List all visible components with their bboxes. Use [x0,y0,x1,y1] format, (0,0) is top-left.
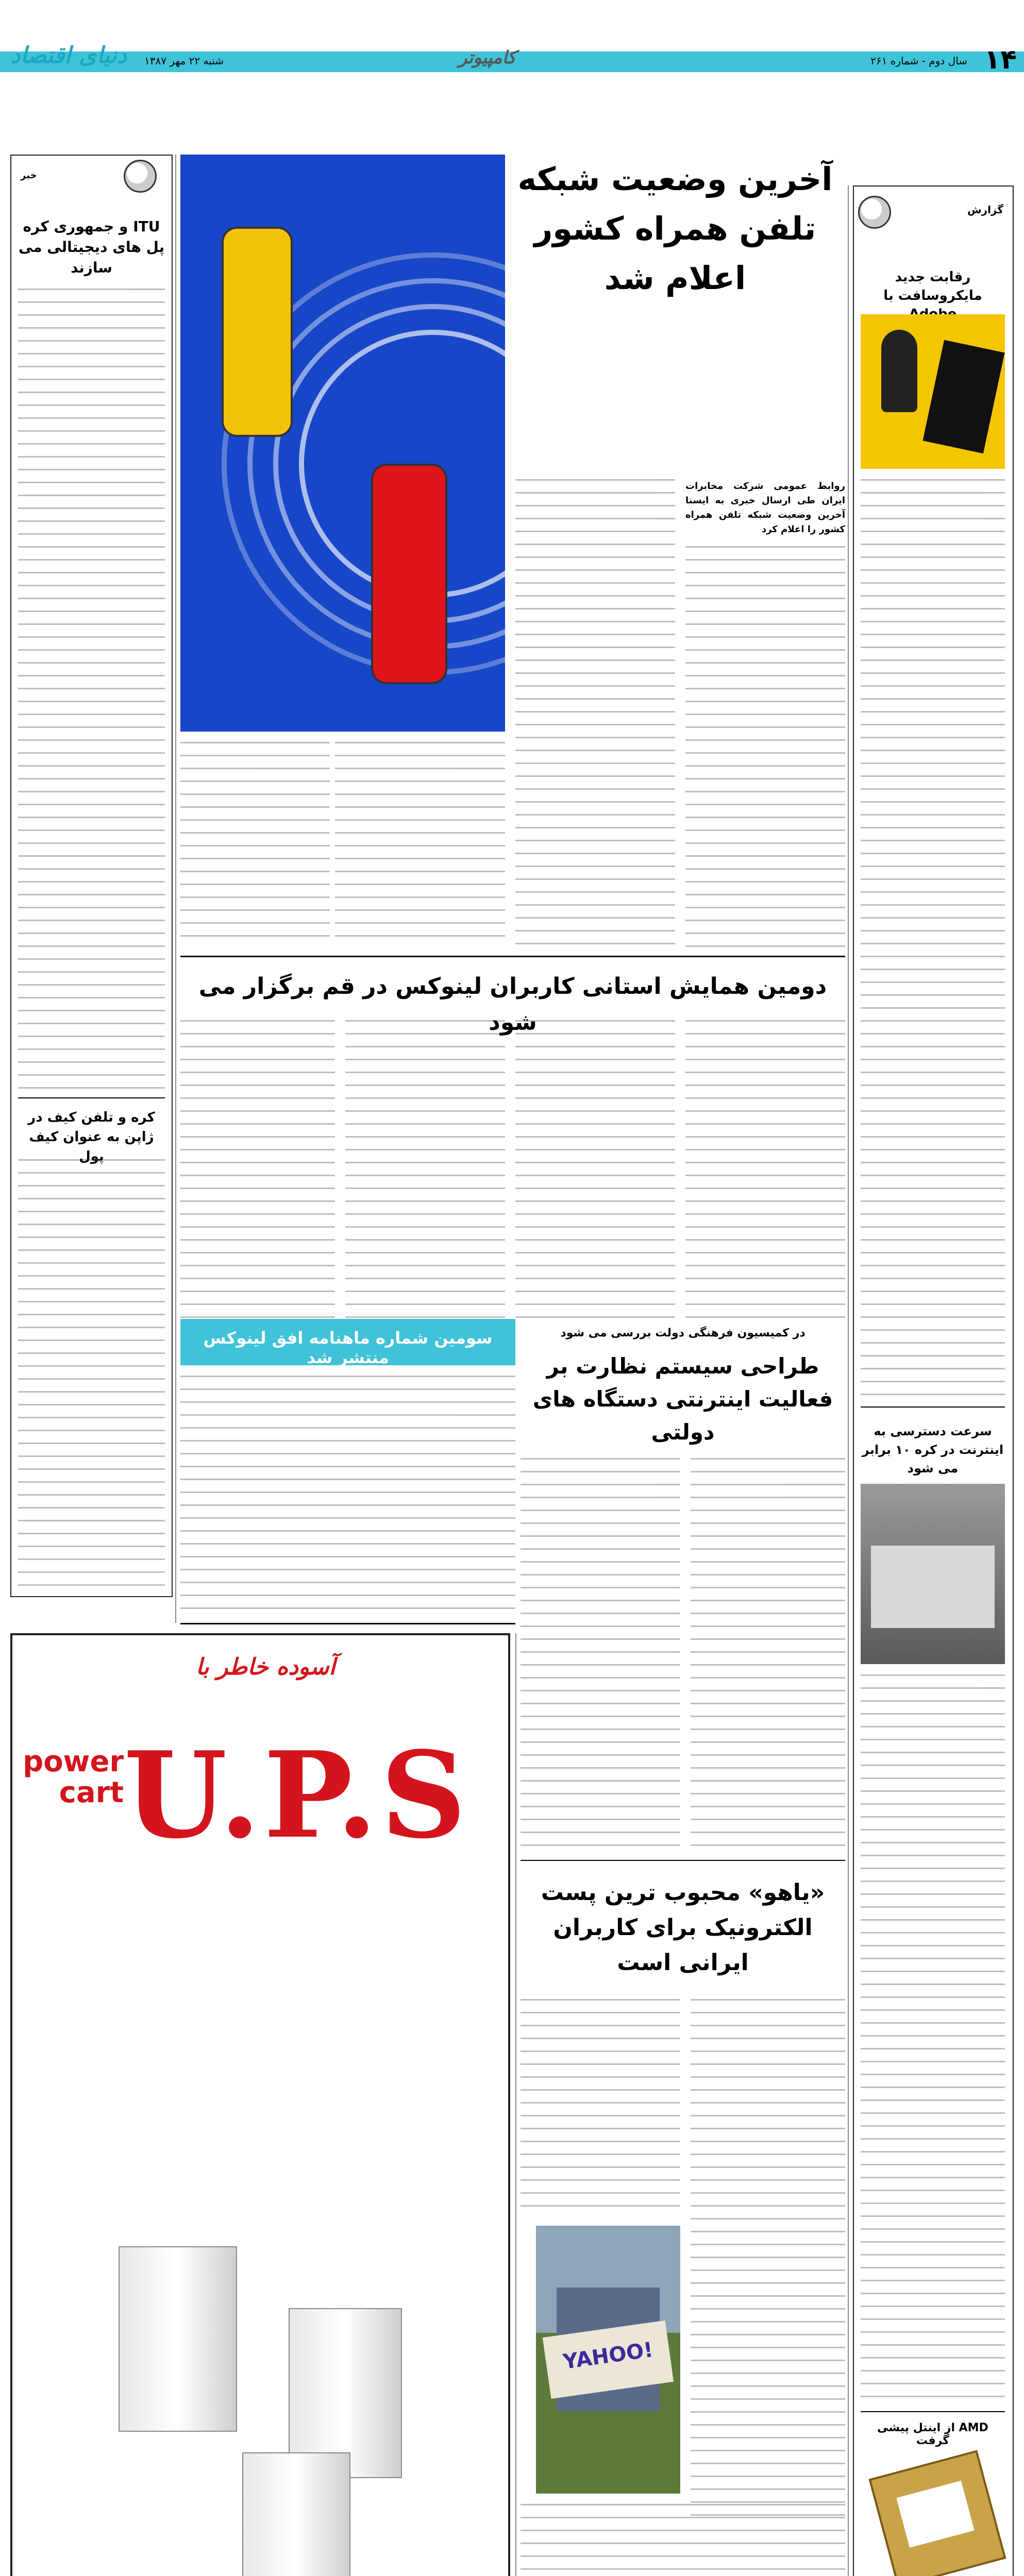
dominant-headline: دومین همایش استانی کاربران لینوکس در قم برگزار می شود [198,973,827,1036]
yahoo-body-2 [521,1999,680,2215]
right-photo-2 [861,1484,1005,1664]
yahoo-headline: «یاهو» محبوب ترین پست الکترونیک برای کاربران ایرانی است [541,1879,825,1976]
lead-illustration [180,155,505,732]
dominant-body-1 [685,1020,845,1319]
right-article-2 [861,1674,1005,2406]
ad-product: U.P.S [124,1726,469,1865]
lead-intro: روابط عمومی شرکت مخابرات ایران طی ارسال خبری به ایسنا آخرین وضعیت شبکه تلفن همراه کشور را اعلام کرد [685,481,845,535]
yahoo-sign-text: YAHOO! [561,2337,655,2375]
lead-body-col-4 [180,742,330,948]
itu-headline: ITU و جمهوری کره پل های دیجیتالی می سازند [18,218,165,276]
section-title: کامپیوتر [459,47,516,68]
law-body-1 [691,1458,845,1855]
right-article-1 [861,479,1005,1401]
right-box2-headline: سرعت دسترسی به اینترنت در کره ۱۰ برابر می شود [862,1424,1004,1476]
right-section-label: گزارش [967,204,1003,216]
issue-info: سال دوم - شماره ۲۶۱ [870,55,967,67]
korea2-headline: کره و تلفن کیف در ژاپن به عنوان کیف پول [28,1110,155,1164]
lead-headline: آخرین وضعیت شبکه تلفن همراه کشور اعلام شد [517,160,833,297]
ad-brand: power cart [23,1745,124,1809]
page-number: ۱۴ [984,44,1017,75]
right-photo [861,314,1005,469]
left-section-label: خبر [21,170,37,181]
right-box-headline: رقابت جدید مایکروسافت با [883,269,982,303]
law-kicker: در کمیسیون فرهنگی دولت بررسی می شود [560,1327,805,1340]
yahoo-body-1 [691,1999,845,2524]
globe-icon-left [124,160,157,193]
monthly-body [180,1376,515,1618]
korea2-body [18,1159,165,1587]
yahoo-body-3 [521,2504,845,2576]
intel-chip-image [871,2452,1000,2576]
law-body-2 [521,1458,680,1855]
right-box3-headline: AMD از اینتل پیشی گرفت [877,2421,988,2447]
lead-body-col-1 [685,546,845,948]
ups-unit-1 [119,2246,237,2432]
phone-red [371,464,447,684]
dominant-body-3 [345,1020,505,1319]
law-headline: طراحی سیستم نظارت بر فعالیت اینترنتی دستگاه های دولتی [532,1353,833,1445]
ups-unit-3 [242,2452,350,2576]
monthly-headline: سومین شماره ماهنامه افق لینوکس منتشر شد [203,1328,493,1367]
yahoo-photo [536,2226,680,2494]
lead-body-col-2 [515,479,675,948]
globe-icon [858,196,891,229]
ad-tagline: آسوده خاطر با [196,1654,335,1680]
dominant-body-2 [515,1020,675,1319]
phone-yellow [222,227,293,437]
date-info: شنبه ۲۲ مهر ۱۳۸۷ [144,55,224,67]
itu-body [18,289,165,1092]
lead-body-col-3 [335,742,505,948]
newspaper-logo: دنیای اقتصاد [10,42,127,69]
dominant-body-4 [180,1020,335,1319]
